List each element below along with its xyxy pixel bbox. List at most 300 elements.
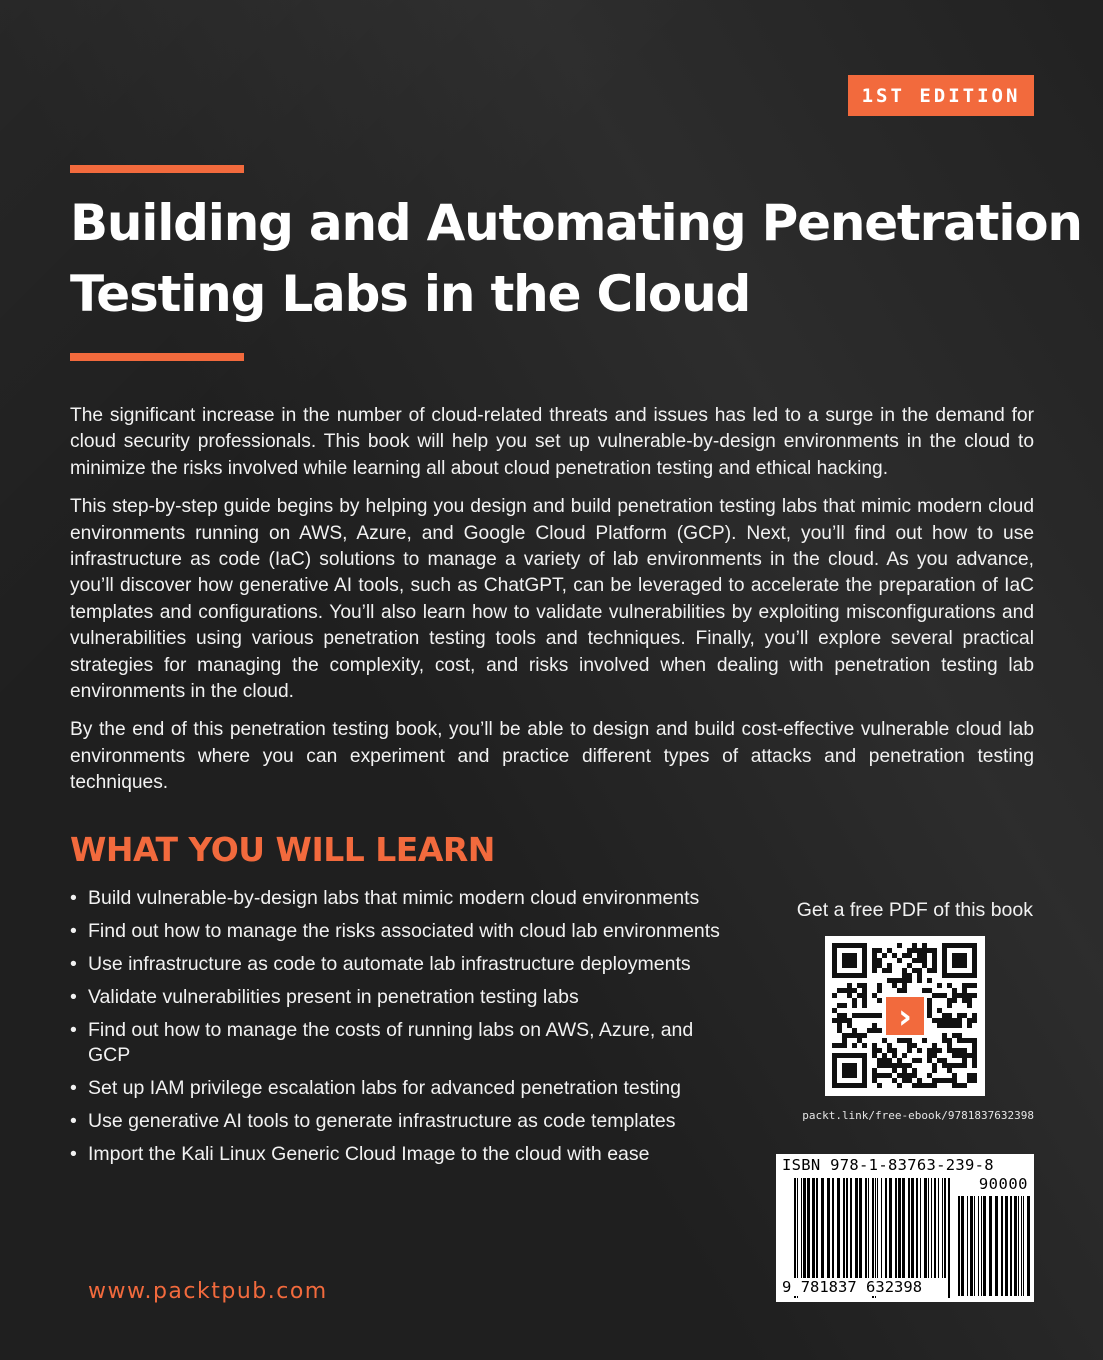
free-ebook-link[interactable]: packt.link/free-ebook/9781837632398 <box>802 1109 1034 1122</box>
bullet-mark: • <box>70 1143 77 1165</box>
list-item <box>70 886 738 911</box>
qr-module <box>857 1038 862 1043</box>
qr-module <box>947 1043 952 1048</box>
qr-module <box>922 988 927 993</box>
qr-module <box>917 973 922 978</box>
qr-module <box>942 1078 947 1083</box>
barcode-bar <box>885 1178 887 1278</box>
barcode-bar <box>895 1178 897 1278</box>
qr-module <box>967 1018 972 1023</box>
barcode-bar <box>801 1178 802 1278</box>
qr-module <box>907 1048 912 1053</box>
qr-module <box>847 988 852 993</box>
qr-module <box>927 1083 932 1088</box>
qr-module <box>887 948 892 953</box>
qr-module <box>952 1018 957 1023</box>
qr-module <box>937 1058 942 1063</box>
qr-module <box>832 1018 837 1023</box>
qr-module <box>947 1018 952 1023</box>
qr-module <box>922 943 927 948</box>
qr-module <box>877 1048 882 1053</box>
qr-module <box>922 963 927 968</box>
qr-module <box>957 1013 962 1018</box>
qr-module <box>962 1063 967 1068</box>
barcode-bar <box>1001 1196 1003 1296</box>
list-item-text: Validate vulnerabilities present in penetration testing labs <box>88 986 579 1008</box>
qr-module <box>887 1063 892 1068</box>
qr-module <box>837 1043 842 1048</box>
qr-module <box>927 1073 932 1078</box>
qr-module <box>917 953 922 958</box>
qr-module <box>907 1043 912 1048</box>
qr-code[interactable] <box>825 936 985 1096</box>
barcode-bar <box>832 1178 834 1278</box>
barcode-bar <box>855 1178 858 1278</box>
qr-module <box>947 1063 952 1068</box>
qr-module <box>852 1028 857 1033</box>
qr-module <box>937 1018 942 1023</box>
qr-module <box>852 998 857 1003</box>
qr-module <box>942 1013 947 1018</box>
qr-module <box>912 1083 917 1088</box>
qr-module <box>842 988 847 993</box>
qr-module <box>957 1023 962 1028</box>
qr-module <box>857 1033 862 1038</box>
qr-module <box>952 1023 957 1028</box>
qr-module <box>887 968 892 973</box>
qr-module <box>872 948 877 953</box>
qr-module <box>912 1043 917 1048</box>
qr-module <box>872 1048 877 1053</box>
qr-module <box>877 1073 882 1078</box>
qr-module <box>872 1028 877 1033</box>
barcode-bar <box>803 1178 806 1278</box>
qr-module <box>872 1078 877 1083</box>
barcode-bar <box>995 1196 998 1296</box>
qr-module <box>902 1053 907 1058</box>
qr-module <box>927 978 932 983</box>
qr-module <box>872 953 877 958</box>
qr-module <box>932 1053 937 1058</box>
qr-module <box>897 1063 902 1068</box>
barcode-bar <box>1023 1196 1024 1296</box>
qr-module <box>932 1048 937 1053</box>
qr-module <box>937 993 942 998</box>
title-rule-top <box>70 165 244 173</box>
qr-module <box>967 1078 972 1083</box>
qr-module <box>882 1053 887 1058</box>
barcode-bar <box>821 1178 824 1278</box>
qr-module <box>907 1078 912 1083</box>
qr-module <box>972 1048 977 1053</box>
qr-module <box>932 1018 937 1023</box>
qr-module <box>962 998 967 1003</box>
qr-module <box>862 1033 867 1038</box>
qr-module <box>932 1083 937 1088</box>
qr-module <box>847 983 852 988</box>
qr-module <box>947 1023 952 1028</box>
barcode-bar <box>970 1196 973 1296</box>
qr-module <box>832 993 837 998</box>
qr-module <box>947 1013 952 1018</box>
qr-module <box>917 968 922 973</box>
qr-module <box>867 1028 872 1033</box>
barcode-bar <box>967 1196 968 1296</box>
list-item <box>70 1018 738 1068</box>
isbn-number: ISBN 978-1-83763-239-8 <box>782 1156 994 1174</box>
qr-module <box>892 953 897 958</box>
barcode-bar <box>920 1178 921 1278</box>
qr-module <box>897 1073 902 1078</box>
qr-module <box>957 1063 962 1068</box>
qr-module <box>887 1048 892 1053</box>
list-item-text: Find out how to manage the costs of running labs on AWS, Azure, and GCP <box>88 1019 694 1066</box>
qr-module <box>852 1003 857 1008</box>
learn-heading: WHAT YOU WILL LEARN <box>70 830 495 869</box>
qr-module <box>902 973 907 978</box>
qr-module <box>882 1058 887 1063</box>
qr-module <box>857 983 862 988</box>
edition-badge: 1ST EDITION <box>848 75 1034 116</box>
description-paragraph: The significant increase in the number of cloud-related threats and issues has led to a surge in the demand for cloud security professionals. This book will help you set up vulnerable-by-design environments in the cloud to minimize the risks involved while learning all about cloud penetration testing and ethical hacking. <box>70 405 1034 479</box>
barcode-bar <box>974 1196 975 1296</box>
qr-module <box>972 993 977 998</box>
barcode-bar <box>934 1178 936 1278</box>
qr-module <box>887 978 892 983</box>
qr-module <box>967 1023 972 1028</box>
qr-module <box>952 993 957 998</box>
qr-module <box>972 1013 977 1018</box>
qr-module <box>887 963 892 968</box>
qr-module <box>897 1038 902 1043</box>
barcode-bar <box>816 1178 818 1278</box>
bullet-mark: • <box>70 986 77 1008</box>
description-paragraph: By the end of this penetration testing book, you’ll be able to design and build cost-effective vulnerable cloud lab environments where you can experiment and practice different types of attacks and penetration testing techniques. <box>70 719 1034 794</box>
qr-module <box>922 958 927 963</box>
barcode-bar <box>989 1196 992 1296</box>
qr-module <box>947 1038 952 1043</box>
barcode-bar <box>827 1178 830 1278</box>
qr-module <box>877 963 882 968</box>
list-item <box>70 1142 738 1167</box>
qr-code-graphic <box>825 936 985 1096</box>
qr-module <box>972 1018 977 1023</box>
qr-module <box>867 1013 872 1018</box>
qr-module <box>912 1073 917 1078</box>
qr-module <box>892 978 897 983</box>
qr-module <box>937 1023 942 1028</box>
book-description <box>70 403 1034 809</box>
barcode-bar <box>868 1178 869 1278</box>
qr-module <box>842 1038 847 1043</box>
qr-module <box>842 1013 847 1018</box>
qr-module <box>937 983 942 988</box>
qr-module <box>872 1043 877 1048</box>
qr-module <box>862 983 867 988</box>
qr-module <box>832 1043 837 1048</box>
qr-module <box>967 993 972 998</box>
qr-module <box>932 993 937 998</box>
qr-module <box>947 1048 952 1053</box>
qr-module <box>962 1053 967 1058</box>
qr-module <box>937 1008 942 1013</box>
qr-module <box>902 983 907 988</box>
qr-module <box>957 993 962 998</box>
qr-module <box>972 1078 977 1083</box>
qr-module <box>902 1038 907 1043</box>
qr-module <box>972 1073 977 1078</box>
qr-module <box>912 1058 917 1063</box>
qr-module <box>887 1058 892 1063</box>
qr-module <box>947 1078 952 1083</box>
barcode-bar <box>807 1178 810 1278</box>
packt-logo-glyph: › <box>897 997 913 1037</box>
qr-module <box>842 1018 847 1023</box>
qr-module <box>942 1018 947 1023</box>
qr-module <box>857 1013 862 1018</box>
qr-module <box>917 978 922 983</box>
qr-module <box>862 1043 867 1048</box>
barcode-bar <box>983 1196 986 1296</box>
barcode-bar <box>978 1196 979 1296</box>
qr-module <box>837 1013 842 1018</box>
barcode-bar <box>931 1178 932 1278</box>
barcode-bar <box>846 1178 848 1278</box>
qr-module <box>847 1033 852 1038</box>
description-paragraph: This step-by-step guide begins by helping you design and build penetration testing labs that mimic modern cloud environments running on AWS, Azure, and Google Cloud Platform (GCP). Next, you’ll find out how to use infrastructure as code (IaC) solutions to manage a variety of lab environments in the cloud. As you advance, you’ll discover how generative AI tools, such as ChatGPT, can be leveraged to accelerate the preparation of IaC templates and configurations. You’ll also learn how to validate vulnerabilities by exploiting misconfigurations and vulnerabilities using various penetration testing tools and techniques. Finally, you’ll explore several practical strategies for managing the complexity, cost, and risks involved when dealing with penetration testing lab environments in the cloud. <box>70 496 1034 703</box>
barcode-bar <box>911 1178 914 1278</box>
bullet-mark: • <box>70 920 77 942</box>
isbn-barcode <box>776 1154 1034 1302</box>
list-item <box>70 985 738 1010</box>
qr-module <box>967 1038 972 1043</box>
qr-module <box>862 1013 867 1018</box>
qr-module <box>872 1053 877 1058</box>
barcode-bar <box>924 1178 927 1278</box>
barcode-bar <box>908 1178 910 1278</box>
qr-module <box>917 1058 922 1063</box>
list-item <box>70 919 738 944</box>
qr-module <box>892 1053 897 1058</box>
list-item <box>70 1109 738 1134</box>
qr-module <box>872 1023 877 1028</box>
barcode-bar <box>850 1178 852 1278</box>
barcode-bar <box>958 1196 960 1296</box>
qr-module <box>942 1063 947 1068</box>
qr-module <box>902 988 907 993</box>
qr-module <box>942 993 947 998</box>
qr-module <box>947 983 952 988</box>
qr-module <box>892 1068 897 1073</box>
qr-module <box>972 1043 977 1048</box>
qr-module <box>877 998 882 1003</box>
qr-module <box>902 1078 907 1083</box>
bullet-mark: • <box>70 1110 77 1132</box>
barcode-bar <box>948 1178 950 1298</box>
book-title <box>70 188 1082 330</box>
qr-module <box>917 948 922 953</box>
qr-module <box>932 1043 937 1048</box>
qr-module <box>967 998 972 1003</box>
qr-module <box>962 1013 967 1018</box>
qr-module <box>947 1068 952 1073</box>
barcode-bar <box>898 1178 901 1278</box>
bullet-mark: • <box>70 1019 77 1041</box>
qr-module <box>902 978 907 983</box>
qr-module <box>852 988 857 993</box>
qr-module <box>942 1058 947 1063</box>
qr-module <box>857 993 862 998</box>
list-item-text: Import the Kali Linux Generic Cloud Image to the cloud with ease <box>88 1143 650 1165</box>
qr-module <box>932 953 937 958</box>
qr-module <box>902 1063 907 1068</box>
qr-module <box>872 958 877 963</box>
barcode-bar <box>938 1178 939 1278</box>
qr-module <box>957 1038 962 1043</box>
qr-module <box>897 978 902 983</box>
list-item <box>70 1076 738 1101</box>
qr-module <box>862 1003 867 1008</box>
qr-module <box>837 1028 842 1033</box>
qr-module <box>952 988 957 993</box>
qr-module <box>837 1018 842 1023</box>
qr-module <box>957 1048 962 1053</box>
qr-finder-pattern <box>952 953 967 968</box>
qr-module <box>957 1083 962 1088</box>
qr-module <box>962 988 967 993</box>
barcode-bar <box>1010 1196 1012 1296</box>
learn-list <box>70 886 750 1175</box>
qr-module <box>877 1028 882 1033</box>
barcode-digits-left: 781837 <box>800 1278 857 1296</box>
qr-module <box>927 1048 932 1053</box>
qr-module <box>927 1058 932 1063</box>
qr-module <box>952 1053 957 1058</box>
qr-module <box>832 1008 837 1013</box>
qr-module <box>892 1063 897 1068</box>
barcode-bar <box>865 1178 867 1278</box>
qr-module <box>952 998 957 1003</box>
qr-module <box>912 1068 917 1073</box>
qr-module <box>872 993 877 998</box>
qr-module <box>897 943 902 948</box>
barcode-bar <box>961 1196 964 1296</box>
qr-module <box>917 1083 922 1088</box>
qr-module <box>877 1083 882 1088</box>
qr-module <box>942 1023 947 1028</box>
qr-module <box>862 993 867 998</box>
qr-module <box>882 1063 887 1068</box>
qr-module <box>847 1023 852 1028</box>
barcode-bar <box>877 1178 878 1278</box>
barcode-bar <box>916 1178 918 1278</box>
qr-module <box>932 948 937 953</box>
barcode-digits-right: 632398 <box>866 1278 923 1296</box>
bullet-mark: • <box>70 1077 77 1099</box>
qr-module <box>962 1048 967 1053</box>
qr-module <box>837 1023 842 1028</box>
qr-module <box>882 1038 887 1043</box>
qr-module <box>852 1043 857 1048</box>
qr-module <box>927 998 932 1003</box>
barcode-bar <box>928 1178 929 1278</box>
qr-module <box>932 963 937 968</box>
qr-module <box>942 1038 947 1043</box>
qr-module <box>957 1018 962 1023</box>
qr-module <box>847 1018 852 1023</box>
list-item-text: Build vulnerable-by-design labs that mimic modern cloud environments <box>88 887 700 909</box>
qr-module <box>927 1008 932 1013</box>
qr-module <box>967 983 972 988</box>
barcode-bar <box>1005 1196 1008 1296</box>
qr-module <box>907 963 912 968</box>
qr-module <box>927 1053 932 1058</box>
barcode-bar <box>902 1178 905 1278</box>
qr-module <box>877 958 882 963</box>
qr-module <box>922 1038 927 1043</box>
qr-module <box>922 953 927 958</box>
publisher-website-link[interactable]: www.packtpub.com <box>88 1279 328 1304</box>
qr-module <box>852 1033 857 1038</box>
qr-module <box>932 1063 937 1068</box>
qr-module <box>897 1083 902 1088</box>
qr-module <box>937 1048 942 1053</box>
list-item-text: Find out how to manage the risks associated with cloud lab environments <box>88 920 720 942</box>
qr-module <box>882 968 887 973</box>
qr-module <box>917 1078 922 1083</box>
qr-module <box>902 1073 907 1078</box>
qr-module <box>927 1003 932 1008</box>
qr-module <box>882 953 887 958</box>
qr-module <box>837 1003 842 1008</box>
qr-module <box>927 948 932 953</box>
qr-module <box>927 1013 932 1018</box>
qr-module <box>932 958 937 963</box>
barcode-bar <box>812 1178 815 1278</box>
qr-module <box>952 1033 957 1038</box>
qr-module <box>947 1003 952 1008</box>
qr-module <box>907 1038 912 1043</box>
qr-module <box>862 998 867 1003</box>
qr-module <box>872 1068 877 1073</box>
qr-module <box>962 1058 967 1063</box>
qr-module <box>917 958 922 963</box>
qr-module <box>912 943 917 948</box>
qr-module <box>877 1063 882 1068</box>
barcode-bar <box>1014 1196 1017 1296</box>
bullet-mark: • <box>70 887 77 909</box>
qr-module <box>892 1048 897 1053</box>
list-item-text: Set up IAM privilege escalation labs for advanced penetration testing <box>88 1077 681 1099</box>
qr-module <box>927 988 932 993</box>
barcode-bar <box>1027 1196 1030 1296</box>
barcode-bar <box>981 1196 982 1296</box>
qr-module <box>912 968 917 973</box>
book-title-line-1: Building and Automating Penetration <box>70 194 1082 252</box>
qr-module <box>877 1058 882 1063</box>
qr-module <box>887 1043 892 1048</box>
qr-module <box>837 988 842 993</box>
qr-module <box>842 1003 847 1008</box>
qr-module <box>872 963 877 968</box>
barcode-bar <box>889 1178 892 1278</box>
qr-module <box>967 1053 972 1058</box>
qr-module <box>952 1083 957 1088</box>
barcode-digits <box>780 1278 924 1296</box>
qr-module <box>967 1003 972 1008</box>
qr-module <box>952 1048 957 1053</box>
qr-module <box>907 953 912 958</box>
